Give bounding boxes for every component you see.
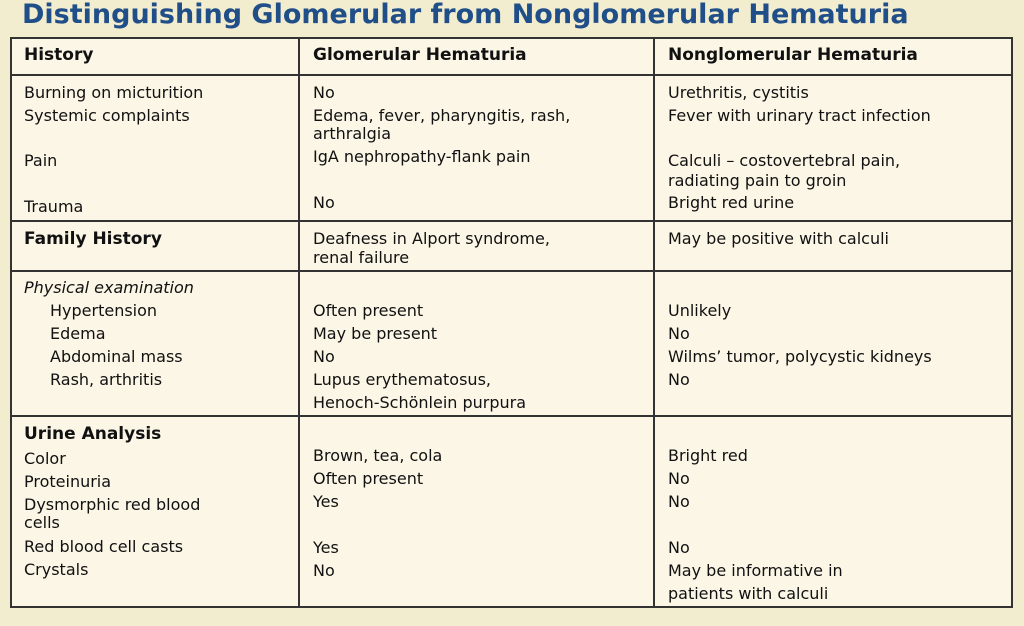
- section-urine-analysis: Urine Analysis: [24, 424, 162, 444]
- cell-pain-nonglomerular: Calculi – costovertebral pain,: [668, 151, 901, 170]
- cell-casts-nonglomerular: No: [668, 538, 690, 557]
- column-divider: [298, 39, 300, 606]
- cell-proteinuria-nonglomerular: No: [668, 469, 690, 488]
- cell-rash-glomerular: Lupus erythematosus,: [313, 370, 491, 389]
- cell-family-nonglomerular: May be positive with calculi: [668, 229, 889, 248]
- cell-hypertension-glomerular: Often present: [313, 301, 424, 320]
- row-label-rash: Rash, arthritis: [50, 370, 163, 389]
- header-nonglomerular: Nonglomerular Hematuria: [668, 45, 918, 65]
- cell-proteinuria-glomerular: Often present: [313, 469, 424, 488]
- cell-rash-nonglomerular: No: [668, 370, 690, 389]
- cell-trauma-nonglomerular: Bright red urine: [668, 193, 795, 212]
- section-physical-exam: Physical examination: [24, 278, 194, 297]
- cell-trauma-glomerular: No: [313, 193, 335, 212]
- row-label-edema: Edema: [50, 324, 106, 343]
- cell-burning-nonglomerular: Urethritis, cystitis: [668, 83, 809, 102]
- section-family-history: Family History: [24, 229, 162, 249]
- cell-rash-glomerular-cont: Henoch-Schönlein purpura: [313, 393, 527, 412]
- cell-pain-nonglomerular-cont: radiating pain to groin: [668, 171, 847, 190]
- page-title: Distinguishing Glomerular from Nonglomerular Hematuria: [22, 0, 909, 30]
- cell-casts-glomerular: Yes: [313, 538, 339, 557]
- cell-family-glomerular-cont: renal failure: [313, 248, 410, 267]
- row-label-hypertension: Hypertension: [50, 301, 158, 320]
- header-history: History: [24, 45, 94, 65]
- cell-edema-nonglomerular: No: [668, 324, 690, 343]
- cell-family-glomerular: Deafness in Alport syndrome,: [313, 229, 550, 248]
- row-divider: [12, 270, 1011, 272]
- row-label-crystals: Crystals: [24, 560, 89, 579]
- comparison-table: [10, 37, 1013, 608]
- row-label-proteinuria: Proteinuria: [24, 472, 112, 491]
- header-glomerular: Glomerular Hematuria: [313, 45, 527, 65]
- row-label-dysmorphic: Dysmorphic red blood: [24, 495, 201, 514]
- cell-crystals-nonglomerular-cont: patients with calculi: [668, 584, 829, 603]
- row-divider: [12, 220, 1011, 222]
- cell-abdominal-nonglomerular: Wilms’ tumor, polycystic kidneys: [668, 347, 932, 366]
- cell-systemic-glomerular: Edema, fever, pharyngitis, rash,: [313, 106, 571, 125]
- cell-dysmorphic-nonglomerular: No: [668, 492, 690, 511]
- cell-systemic-nonglomerular: Fever with urinary tract infection: [668, 106, 931, 125]
- row-label-color: Color: [24, 449, 66, 468]
- cell-abdominal-glomerular: No: [313, 347, 335, 366]
- row-label-pain: Pain: [24, 151, 58, 170]
- row-label-abdominal-mass: Abdominal mass: [50, 347, 183, 366]
- row-label-burning: Burning on micturition: [24, 83, 204, 102]
- row-divider: [12, 415, 1011, 417]
- cell-pain-glomerular: IgA nephropathy-flank pain: [313, 147, 531, 166]
- cell-edema-glomerular: May be present: [313, 324, 438, 343]
- row-divider: [12, 74, 1011, 76]
- cell-burning-glomerular: No: [313, 83, 335, 102]
- cell-crystals-glomerular: No: [313, 561, 335, 580]
- row-label-trauma: Trauma: [24, 197, 84, 216]
- row-label-casts: Red blood cell casts: [24, 537, 184, 556]
- cell-dysmorphic-glomerular: Yes: [313, 492, 339, 511]
- row-label-systemic: Systemic complaints: [24, 106, 190, 125]
- cell-systemic-glomerular-cont: arthralgia: [313, 124, 392, 143]
- cell-hypertension-nonglomerular: Unlikely: [668, 301, 732, 320]
- cell-color-glomerular: Brown, tea, cola: [313, 446, 443, 465]
- column-divider: [653, 39, 655, 606]
- cell-crystals-nonglomerular: May be informative in: [668, 561, 843, 580]
- cell-color-nonglomerular: Bright red: [668, 446, 748, 465]
- row-label-dysmorphic-cont: cells: [24, 513, 60, 532]
